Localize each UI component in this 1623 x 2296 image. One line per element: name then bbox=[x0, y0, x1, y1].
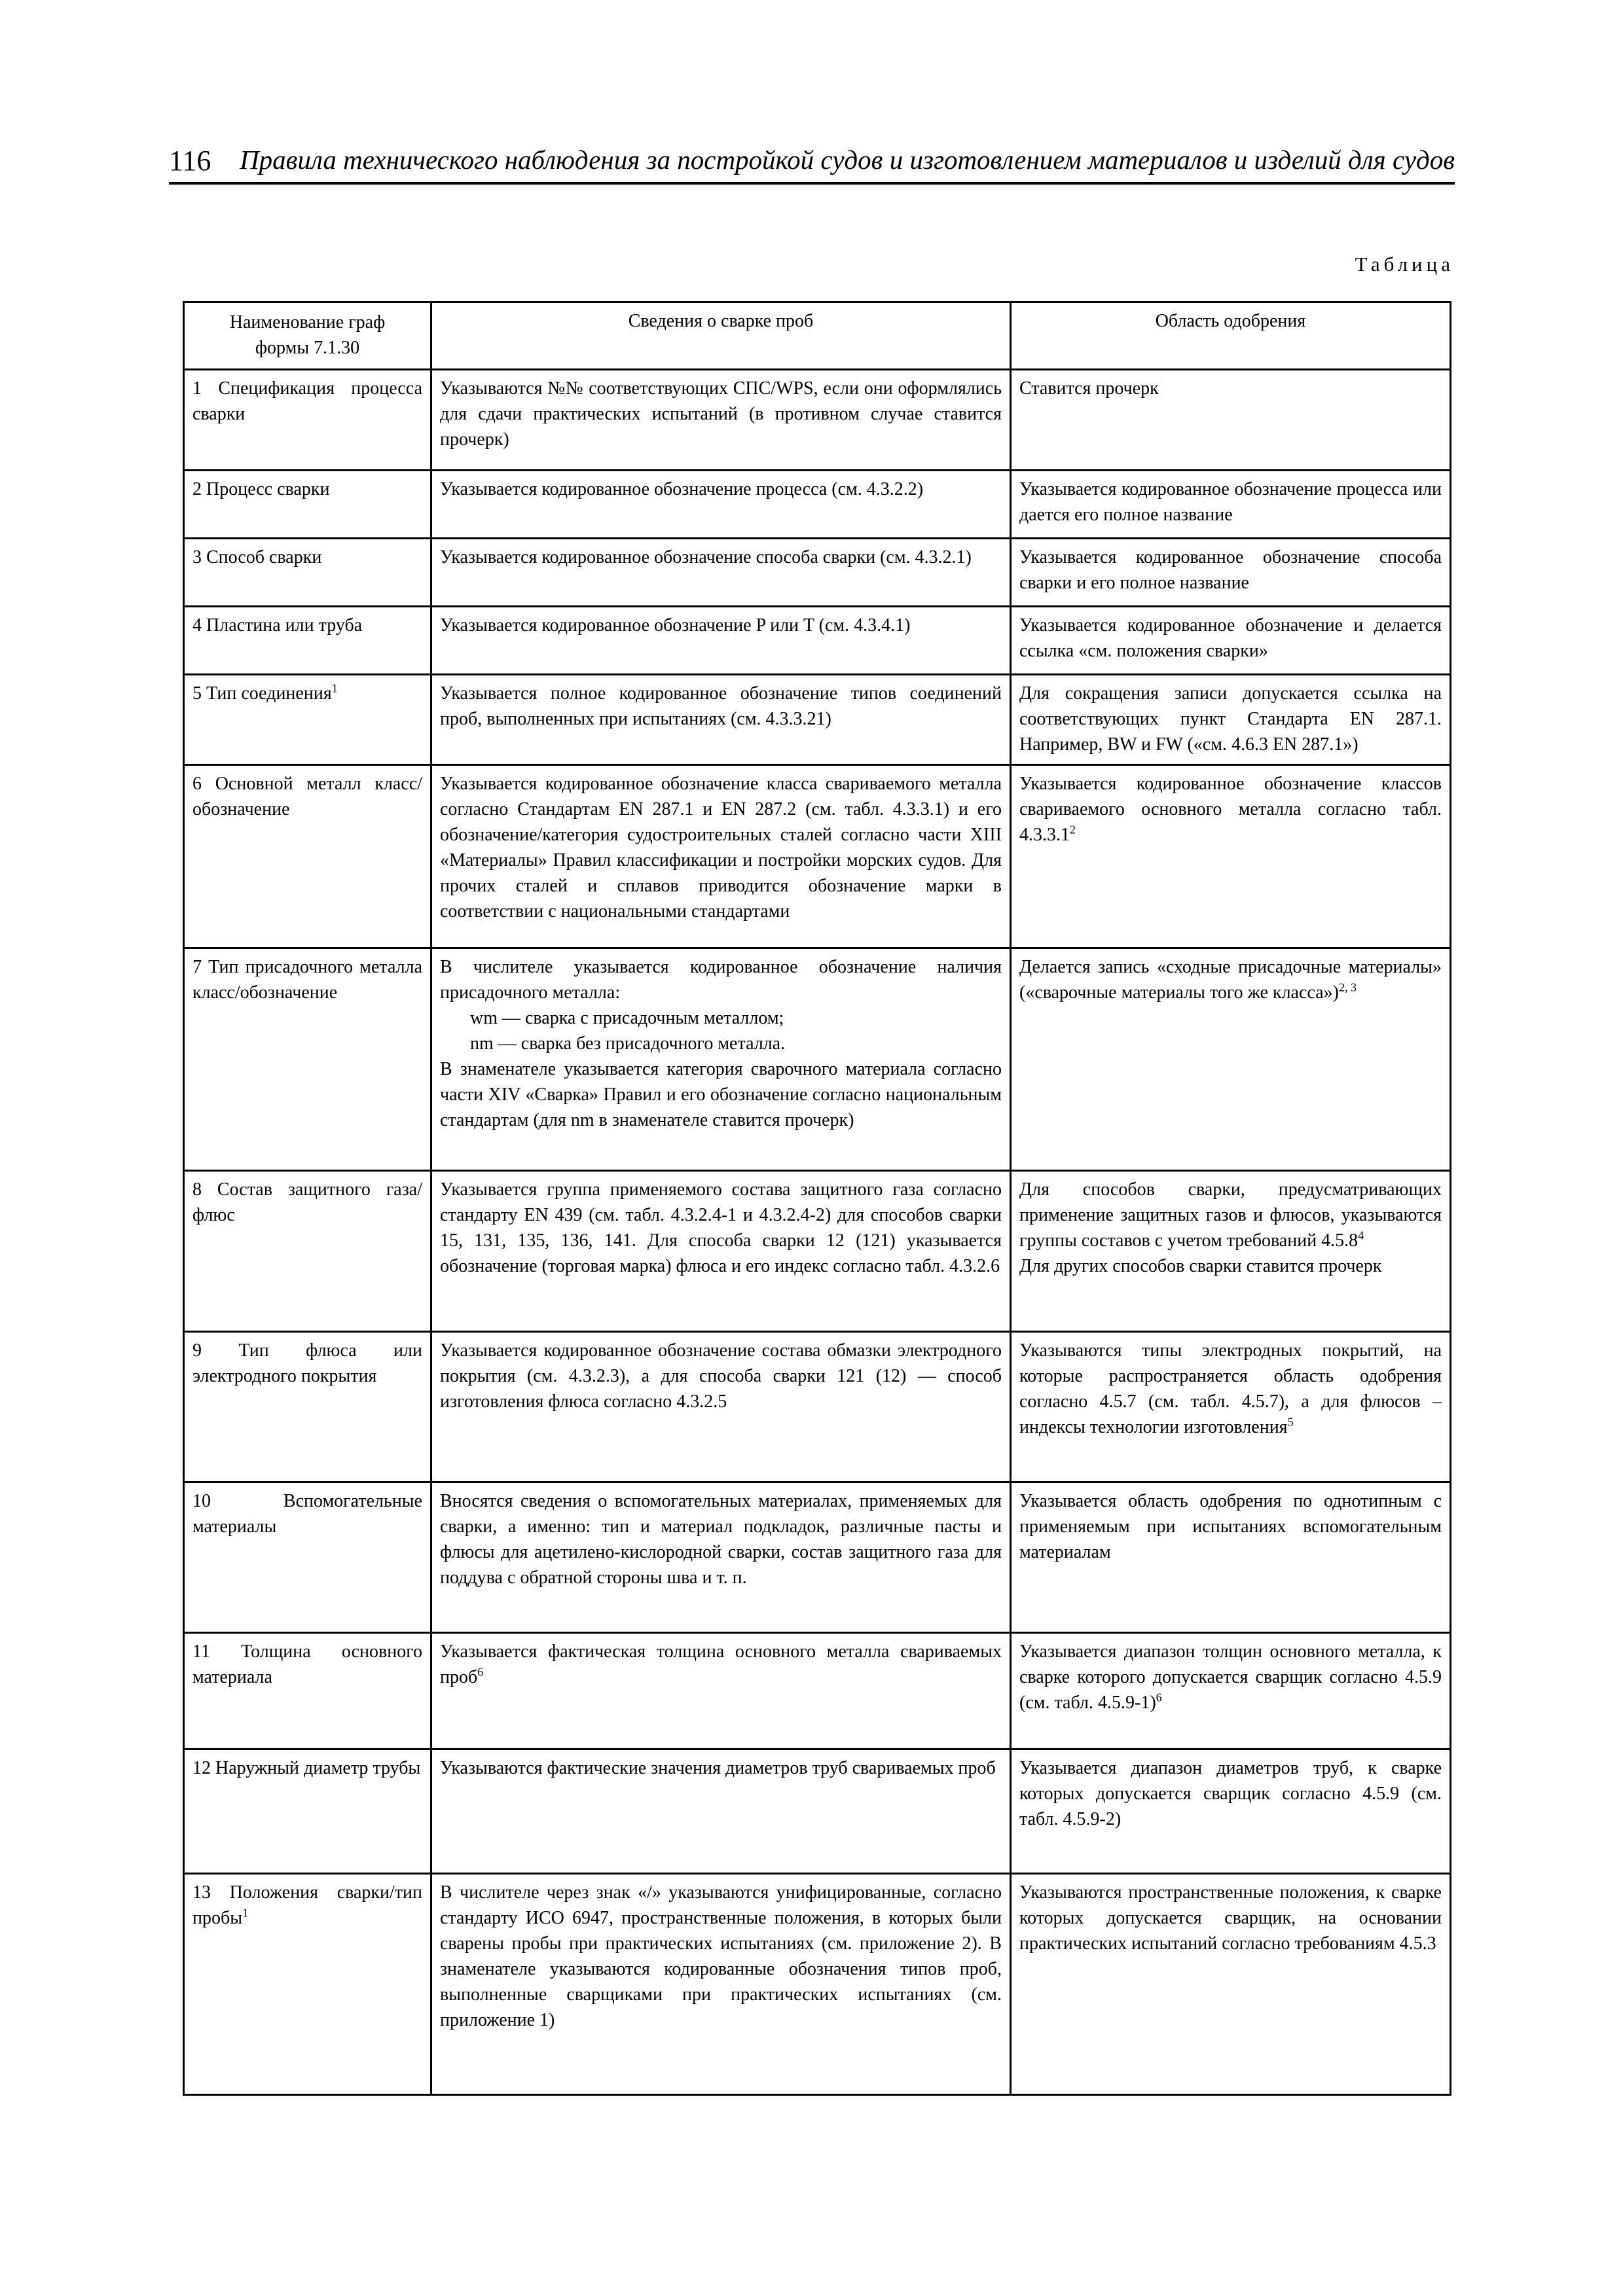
table-row bbox=[184, 539, 1451, 607]
table-header-row bbox=[184, 302, 1451, 370]
row-name: 7 Тип присадочного металла класс/обозначение bbox=[192, 957, 422, 1003]
info-text: Указывается группа применяемого состава защитного газа согласно стандарту EN 439 (см. табл. 4.3.2.4-1 и 4.3.2.4-2) для способов сварки 15, 131, 135, 136, 141. Для способа сварки 12 (121) указывается обозначение (торговая марка) флюса и его индекс согласно табл. 4.3.2.6 bbox=[440, 1179, 1002, 1276]
info-text: Указывается фактическая толщина основного металла свариваемых проб bbox=[440, 1641, 1002, 1687]
row-name-cell bbox=[184, 1332, 431, 1482]
column-header-name: Наименование граф формы 7.1.30 bbox=[184, 302, 431, 370]
footnote-ref: 1 bbox=[242, 1906, 249, 1920]
info-text: Указывается кодированное обозначение состава обмазки электродного покрытия (см. 4.3.2.3), а для способа сварки 121 (12) — способ изготовления флюса согласно 4.3.2.5 bbox=[440, 1340, 1002, 1412]
table-row bbox=[184, 1874, 1451, 2095]
page-number: 116 bbox=[169, 145, 211, 177]
row-info-cell bbox=[431, 1171, 1011, 1332]
table-row bbox=[184, 675, 1451, 765]
approval-text: Указываются типы электродных покрытий, на которые распространяется область одобрения согласно 4.5.7 (см. табл. 4.5.7), а для флюсов – индексы технологии изготовления bbox=[1019, 1340, 1442, 1437]
footnote-ref: 2 bbox=[1070, 823, 1076, 836]
row-name: 11 Толщина основного материала bbox=[192, 1641, 422, 1687]
row-approval-cell bbox=[1011, 1633, 1451, 1749]
row-approval-cell bbox=[1011, 1482, 1451, 1633]
info-text: Указывается кодированное обозначение процесса (см. 4.3.2.2) bbox=[440, 479, 924, 499]
info-text: Указываются №№ соответствующих СПС/WPS, если они оформлялись для сдачи практических испытаний (в противном случае ставится прочерк) bbox=[440, 378, 1002, 450]
column-header-info: Сведения о сварке проб bbox=[431, 302, 1011, 370]
info-text: Указываются фактические значения диаметров труб свариваемых проб bbox=[440, 1758, 996, 1778]
row-info-cell bbox=[431, 471, 1011, 539]
row-name-cell bbox=[184, 1874, 431, 2095]
row-approval-cell bbox=[1011, 1749, 1451, 1874]
footnote-ref: 6 bbox=[1156, 1691, 1162, 1704]
table-caption: Таблица bbox=[1355, 253, 1454, 276]
row-name-cell bbox=[184, 675, 431, 765]
info-text: В знаменателе указывается категория сварочного материала согласно части XIV «Сварка» Правил и его обозначение согласно национальным стандартам (для nm в знаменателе ставится прочерк) bbox=[440, 1059, 1002, 1130]
row-name-cell bbox=[184, 948, 431, 1171]
row-approval-cell bbox=[1011, 539, 1451, 607]
row-info-cell bbox=[431, 1749, 1011, 1874]
table-row bbox=[184, 765, 1451, 948]
table-row bbox=[184, 1332, 1451, 1482]
footnote-ref: 6 bbox=[477, 1665, 484, 1679]
info-indented-line: nm — сварка без присадочного металла. bbox=[470, 1033, 786, 1054]
row-name: 9 Тип флюса или электродного покрытия bbox=[192, 1340, 422, 1386]
row-info-cell bbox=[431, 1332, 1011, 1482]
row-info-cell bbox=[431, 607, 1011, 675]
info-text: Указывается кодированное обозначение способа сварки (см. 4.3.2.1) bbox=[440, 547, 972, 567]
page-header bbox=[169, 143, 1455, 185]
info-text: Указывается кодированное обозначение класса свариваемого металла согласно Стандартам EN 287.1 и EN 287.2 (см. табл. 4.3.3.1) и его обозначение/категория судостроительных сталей согласно части XIII «Материалы» Правил классификации и постройки морских судов. Для прочих сталей и сплавов приводится обозначение марки в соответствии с национальными стандартами bbox=[440, 774, 1002, 922]
row-name-cell bbox=[184, 765, 431, 948]
approval-text: Указываются пространственные положения, к сварке которых допускается сварщик, на основании практических испытаний согласно требованиям 4.5.3 bbox=[1019, 1882, 1442, 1954]
row-name-cell bbox=[184, 1749, 431, 1874]
row-name: 12 Наружный диаметр трубы bbox=[192, 1758, 421, 1778]
approval-text: Указывается диапазон диаметров труб, к сварке которых допускается сварщик согласно 4.5.9 (см. табл. 4.5.9-2) bbox=[1019, 1758, 1442, 1829]
table-row bbox=[184, 1749, 1451, 1874]
row-info-cell bbox=[431, 1482, 1011, 1633]
row-name-cell bbox=[184, 607, 431, 675]
approval-text: Указывается кодированное обозначение способа сварки и его полное название bbox=[1019, 547, 1442, 593]
row-name-cell bbox=[184, 471, 431, 539]
footnote-ref: 5 bbox=[1287, 1415, 1294, 1429]
row-approval-cell bbox=[1011, 948, 1451, 1171]
row-approval-cell bbox=[1011, 765, 1451, 948]
row-name-cell bbox=[184, 1171, 431, 1332]
table-row bbox=[184, 948, 1451, 1171]
row-name: 6 Основной металл класс/обозначение bbox=[192, 774, 422, 819]
row-name-cell bbox=[184, 1633, 431, 1749]
table-row bbox=[184, 370, 1451, 471]
row-info-cell bbox=[431, 765, 1011, 948]
footnote-ref: 4 bbox=[1358, 1229, 1364, 1242]
approval-text: Указывается кодированное обозначение и делается ссылка «см. положения сварки» bbox=[1019, 615, 1442, 661]
running-title: Правила технического наблюдения за постройкой судов и изготовлением материалов и изделий для судов bbox=[240, 145, 1455, 175]
approval-text: Для сокращения записи допускается ссылка на соответствующих пункт Стандарта EN 287.1. Например, BW и FW («см. 4.6.3 EN 287.1») bbox=[1019, 683, 1442, 755]
row-name: 13 Положения сварки/тип пробы bbox=[192, 1882, 422, 1928]
approval-text: Для способов сварки, предусматривающих применение защитных газов и флюсов, указываются группы составов с учетом требований 4.5.8 bbox=[1019, 1179, 1442, 1251]
row-name: 2 Процесс сварки bbox=[192, 479, 330, 499]
info-text: Указывается кодированное обозначение P или T (см. 4.3.4.1) bbox=[440, 615, 911, 636]
table-row bbox=[184, 471, 1451, 539]
footnote-ref: 2, 3 bbox=[1338, 980, 1357, 994]
row-approval-cell bbox=[1011, 1171, 1451, 1332]
approval-text: Ставится прочерк bbox=[1019, 378, 1159, 399]
row-info-cell bbox=[431, 948, 1011, 1171]
info-indented-line: wm — сварка с присадочным металлом; bbox=[470, 1008, 784, 1028]
row-name: 4 Пластина или труба bbox=[192, 615, 363, 636]
approval-text: Делается запись «сходные присадочные материалы» («сварочные материалы того же класса») bbox=[1019, 957, 1442, 1003]
info-text: В числителе через знак «/» указываются унифицированные, согласно стандарту ИСО 6947, пространственные положения, в которых были сварены пробы при практических испытаниях (см. приложение 2). В знаменателе указываются кодированные обозначения типов проб, выполненные сварщиками при практических испытаниях (см. приложение 1) bbox=[440, 1882, 1002, 2030]
info-text: Вносятся сведения о вспомогательных материалах, применяемых для сварки, а именно: тип и материал подкладок, различные пасты и флюсы для ацетилено-кислородной сварки, состав защитного газа для поддува с обратной стороны шва и т. п. bbox=[440, 1491, 1002, 1588]
row-approval-cell bbox=[1011, 607, 1451, 675]
table-row bbox=[184, 607, 1451, 675]
info-text: В числителе указывается кодированное обозначение наличия присадочного металла: bbox=[440, 957, 1002, 1003]
row-name-cell bbox=[184, 370, 431, 471]
approval-text: Для других способов сварки ставится прочерк bbox=[1019, 1256, 1382, 1276]
table-row bbox=[184, 1482, 1451, 1633]
row-approval-cell bbox=[1011, 1874, 1451, 2095]
approval-text: Указывается диапазон толщин основного металла, к сварке которого допускается сварщик согласно 4.5.9 (см. табл. 4.5.9-1) bbox=[1019, 1641, 1442, 1713]
row-info-cell bbox=[431, 675, 1011, 765]
row-name-cell bbox=[184, 1482, 431, 1633]
approval-text: Указывается область одобрения по однотипным с применяемым при испытаниях вспомогательным материалам bbox=[1019, 1491, 1442, 1562]
row-name-cell bbox=[184, 539, 431, 607]
footnote-ref: 1 bbox=[331, 681, 338, 695]
row-name: 5 Тип соединения bbox=[192, 683, 332, 704]
row-info-cell bbox=[431, 1874, 1011, 2095]
table-row bbox=[184, 1633, 1451, 1749]
row-approval-cell bbox=[1011, 370, 1451, 471]
welding-table bbox=[183, 301, 1451, 2096]
row-name: 8 Состав защитного газа/флюс bbox=[192, 1179, 422, 1225]
approval-text: Указывается кодированное обозначение классов свариваемого основного металла согласно табл. 4.3.3.1 bbox=[1019, 774, 1442, 845]
row-info-cell bbox=[431, 370, 1011, 471]
row-approval-cell bbox=[1011, 675, 1451, 765]
row-approval-cell bbox=[1011, 1332, 1451, 1482]
column-header-approval: Область одобрения bbox=[1011, 302, 1451, 370]
row-name: 10 Вспомогательные материалы bbox=[192, 1491, 422, 1537]
info-text: Указывается полное кодированное обозначение типов соединений проб, выполненных при испытаниях (см. 4.3.3.21) bbox=[440, 683, 1002, 729]
row-info-cell bbox=[431, 539, 1011, 607]
row-approval-cell bbox=[1011, 471, 1451, 539]
row-info-cell bbox=[431, 1633, 1011, 1749]
approval-text: Указывается кодированное обозначение процесса или дается его полное название bbox=[1019, 479, 1442, 525]
table-row bbox=[184, 1171, 1451, 1332]
row-name: 3 Способ сварки bbox=[192, 547, 322, 567]
row-name: 1 Спецификация процесса сварки bbox=[192, 378, 422, 424]
